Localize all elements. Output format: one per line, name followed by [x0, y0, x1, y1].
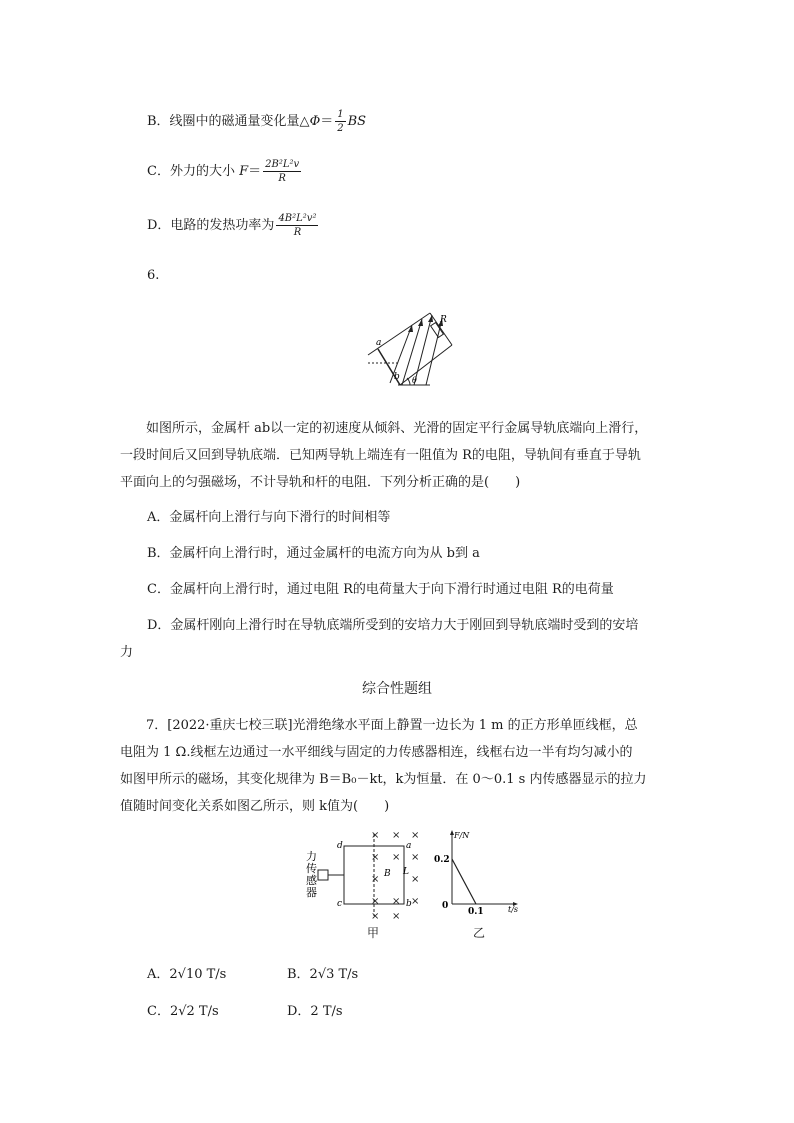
q5-option-c: C．外力的大小 F＝ $\frac{\text{2B²L²v}}{R}$: [147, 159, 300, 184]
svg-text:×: ×: [371, 896, 380, 907]
svg-text:×: ×: [392, 830, 401, 841]
q6-option-c: C．金属杆向上滑行时，通过电阻 R的电荷量大于向下滑行时通过电阻 R的电荷量: [147, 582, 614, 597]
caption-yi: 乙: [473, 926, 486, 940]
x-tick-label: 0.1: [468, 907, 484, 917]
q6-option-d: D．金属杆刚向上滑行时在导轨底端所受到的安培力大于刚回到导轨底端时受到的安培 力: [120, 618, 639, 660]
label-a7: a: [406, 841, 412, 851]
inclined-rails-figure: [360, 305, 470, 395]
svg-text:×: ×: [371, 874, 380, 885]
q6-option-b: B．金属杆向上滑行时，通过金属杆的电流方向为从 b到 a: [147, 546, 480, 561]
fraction-power: $\frac{\text{4B²L²v²}}{R}$: [278, 213, 317, 238]
section-title: 综合性题组: [362, 681, 432, 697]
caption-jia: 甲: [367, 926, 380, 940]
svg-text:×: ×: [371, 830, 380, 841]
y-tick-label: 0.2: [434, 855, 450, 865]
q7-option-a: A．2√10 T/s: [147, 967, 227, 982]
sensor-char-1: 力: [306, 850, 317, 863]
svg-text:×: ×: [371, 911, 380, 920]
q6-stem: 如图所示，金属杆 ab以一定的初速度从倾斜、光滑的固定平行金属导轨底端向上滑行， 一段时间后又回到导轨底端．已知两导轨上端连有一阻值为 R的电阻，导轨间有垂直于导轨 平面向上的匀强磁场，不计导轨和杆的电阻．下列分析正确的是( ): [120, 421, 648, 490]
q7-option-b: B．2√3 T/s: [287, 967, 359, 982]
q6-option-a: A．金属杆向上滑行与向下滑行的时间相等: [147, 510, 391, 525]
sensor-char-3: 感: [306, 874, 317, 887]
svg-text:×: ×: [411, 852, 420, 863]
label-a: a: [376, 338, 382, 348]
q6-number: 6.: [147, 268, 160, 283]
sensor-char-4: 器: [306, 886, 317, 899]
figure-jia-loop-sensor: [300, 828, 440, 920]
fraction-half: $\frac{1}{2}$: [337, 109, 344, 134]
figure-yi-force-time-graph: [430, 826, 522, 918]
label-b7: b: [406, 899, 412, 909]
svg-text:×: ×: [392, 896, 401, 907]
label-R: R: [440, 315, 447, 325]
label-b: b: [394, 372, 400, 382]
q5-option-d: D．电路的发热功率为 $\frac{\text{4B²L²v²}}{R}$: [147, 213, 317, 238]
sensor-char-2: 传: [306, 862, 317, 875]
x-axis-label: t/s: [508, 905, 519, 914]
label-theta: θ: [412, 376, 417, 385]
label-L: L: [403, 867, 409, 877]
svg-text:×: ×: [371, 852, 380, 863]
magnetic-field-crosses: [371, 830, 419, 920]
svg-text:×: ×: [411, 830, 420, 841]
svg-text:×: ×: [392, 852, 401, 863]
svg-text:×: ×: [411, 896, 420, 907]
q7-option-d: D．2 T/s: [287, 1004, 343, 1019]
label-c: c: [337, 899, 343, 909]
y-axis-label: F/N: [454, 831, 470, 840]
series-line-F: [452, 859, 476, 904]
svg-text:×: ×: [392, 911, 401, 920]
origin-label: 0: [442, 901, 449, 911]
q7-option-c: C．2√2 T/s: [147, 1004, 219, 1019]
sensor-box: [318, 870, 328, 880]
q5-option-b: B．线圈中的磁通量变化量△Φ＝ $\frac{1}{2}$ BS: [147, 109, 367, 134]
q7-stem: 7．[2022·重庆七校三联]光滑绝缘水平面上静置一边长为 1 m 的正方形单匝线框，总 电阻为 1 Ω.线框左边通过一水平细线与固定的力传感器相连，线框右边一半有均匀减小的 如图甲所示的磁场，其变化规律为 B＝B₀－kt，k为恒量．在 0～0.1 s 内传感器显示的拉力 值随时间变化关系如图乙所示，则 k值为( ): [120, 718, 647, 814]
fraction-force: $\frac{\text{2B²L²v}}{R}$: [265, 159, 300, 184]
label-B: B: [384, 869, 391, 879]
label-d: d: [337, 841, 343, 851]
svg-text:×: ×: [411, 874, 420, 885]
